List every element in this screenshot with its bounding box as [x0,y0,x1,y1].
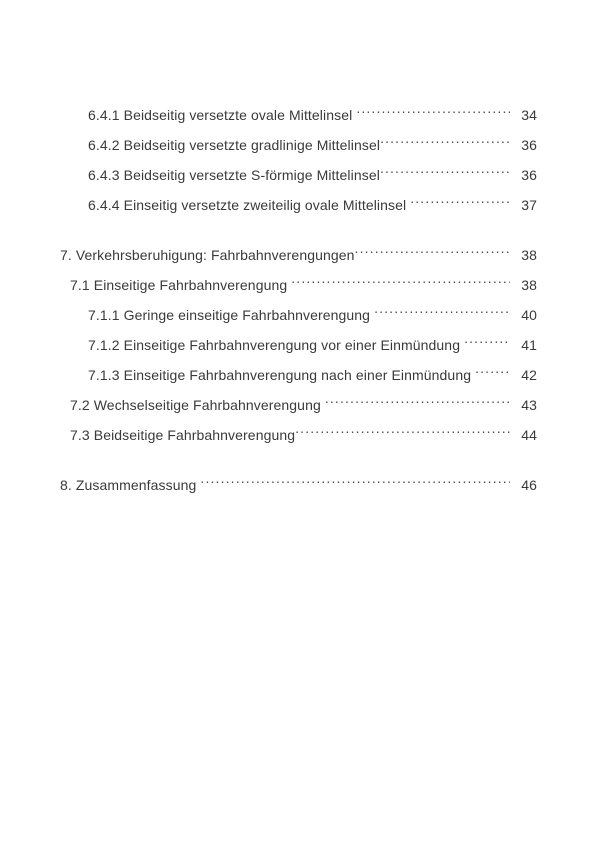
toc-entry[interactable] [0,300,600,330]
toc-dot-leader [380,166,510,180]
toc-entry-page-number: 40 [521,307,537,323]
toc-dot-leader [475,366,510,380]
toc-entry-title: 7.1.3 Einseitige Fahrbahnverengung nach einer Einmündung [88,367,472,383]
toc-entry-page-number: 41 [521,337,537,353]
toc-entry[interactable] [0,270,600,300]
toc-entry[interactable] [0,330,600,360]
toc-entry-title: 7.2 Wechselseitige Fahrbahnverengung [70,397,321,413]
table-of-contents [0,100,600,500]
toc-entry-page-number: 36 [521,167,537,183]
toc-entry-title: 6.4.4 Einseitig versetzte zweiteilig ovale Mittelinsel [88,197,407,213]
toc-dot-leader [291,276,510,290]
toc-dot-leader [374,306,510,320]
toc-entry-title: 6.4.1 Beidseitig versetzte ovale Mittelinsel [88,107,353,123]
toc-entry-page-number: 38 [521,277,537,293]
toc-dot-leader [410,196,510,210]
toc-entry-page-number: 44 [521,427,537,443]
toc-entry[interactable] [0,420,600,450]
toc-entry[interactable] [0,160,600,190]
toc-entry[interactable] [0,360,600,390]
toc-entry-title: 7. Verkehrsberuhigung: Fahrbahnverengungen [60,247,355,263]
toc-dot-leader [355,246,510,260]
toc-entry[interactable] [0,390,600,420]
toc-entry-title: 7.1 Einseitige Fahrbahnverengung [70,277,288,293]
toc-entry-title: 7.1.1 Geringe einseitige Fahrbahnverengung [88,307,371,323]
toc-entry-title: 7.1.2 Einseitige Fahrbahnverengung vor einer Einmündung [88,337,461,353]
toc-entry-page-number: 37 [521,197,537,213]
toc-entry-title: 8. Zusammenfassung [60,477,197,493]
toc-entry-title: 7.3 Beidseitige Fahrbahnverengung [70,427,296,443]
toc-entry[interactable] [0,190,600,220]
toc-dot-leader [356,106,510,120]
toc-dot-leader [464,336,510,350]
toc-entry-page-number: 42 [521,367,537,383]
toc-dot-leader [200,476,510,490]
toc-entry-page-number: 46 [521,477,537,493]
toc-entry[interactable] [0,130,600,160]
toc-entry[interactable] [0,240,600,270]
toc-entry[interactable] [0,470,600,500]
toc-dot-leader [380,136,510,150]
toc-dot-leader [295,426,510,440]
toc-dot-leader [325,396,510,410]
toc-entry-page-number: 34 [521,107,537,123]
toc-entry[interactable] [0,100,600,130]
toc-entry-title: 6.4.3 Beidseitig versetzte S-förmige Mittelinsel [88,167,380,183]
toc-entry-page-number: 43 [521,397,537,413]
toc-entry-page-number: 38 [521,247,537,263]
toc-entry-page-number: 36 [521,137,537,153]
toc-entry-title: 6.4.2 Beidseitig versetzte gradlinige Mittelinsel [88,137,381,153]
